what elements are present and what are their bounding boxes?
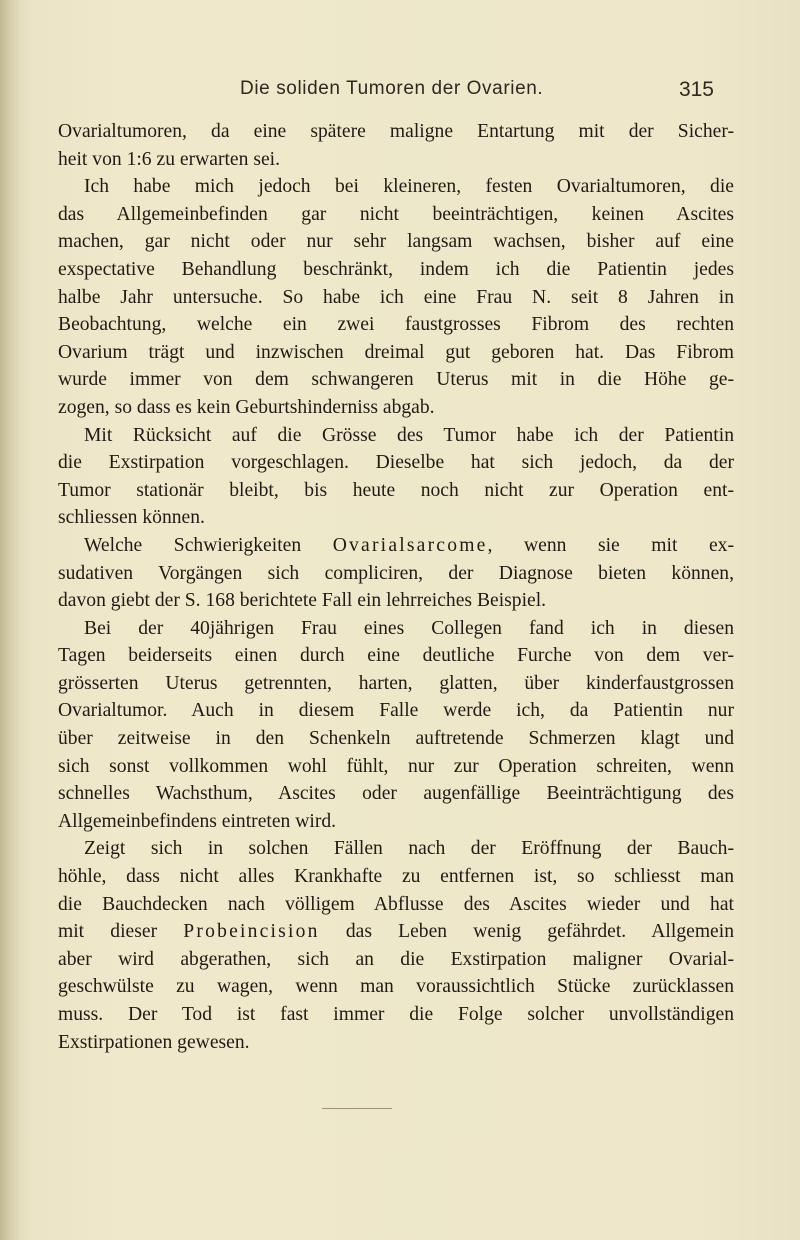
text-line: halbe Jahr untersuche. So habe ich eine Frau N. seit 8 Jahren in — [58, 286, 734, 308]
text-segment: das Leben wenig gefährdet. Allgemein — [345, 921, 734, 943]
section-rule — [322, 1108, 392, 1109]
emphasized-term: Probeincision — [183, 921, 320, 943]
text-line: Tagen beiderseits einen durch eine deutliche Furche von dem ver- — [58, 645, 734, 667]
text-line: grösserten Uterus getrennten, harten, glatten, über kinderfaustgrossen — [58, 672, 734, 694]
text-line: heit von 1:6 zu erwarten sei. — [58, 148, 280, 170]
text-line: davon giebt der S. 168 berichtete Fall ein lehrreiches Beispiel. — [58, 590, 547, 612]
text-line: aber wird abgerathen, sich an die Exstirpation maligner Ovarial- — [58, 948, 734, 970]
page-gutter — [0, 0, 22, 1240]
text-line: Ovarium trägt und inzwischen dreimal gut geboren hat. Das Fibrom — [58, 341, 734, 363]
text-line: Allgemeinbefindens eintreten wird. — [58, 810, 337, 832]
text-line: Bei der 40jährigen Frau eines Collegen fand ich in diesen — [84, 617, 734, 639]
text-line: zogen, so dass es kein Geburtshinderniss abgab. — [58, 396, 435, 418]
text-line-composite — [58, 918, 734, 946]
text-line: Tumor stationär bleibt, bis heute noch nicht zur Operation ent- — [58, 479, 734, 501]
text-segment: mit dieser — [58, 921, 158, 943]
text-line: exspectative Behandlung beschränkt, indem ich die Patientin jedes — [58, 258, 734, 280]
page-header — [60, 78, 740, 108]
text-line: geschwülste zu wagen, wenn man voraussichtlich Stücke zurücklassen — [58, 976, 734, 998]
page-body — [58, 118, 734, 1056]
text-line: muss. Der Tod ist fast immer die Folge solcher unvollständigen — [58, 1004, 734, 1025]
text-line: Ovarialtumoren, da eine spätere maligne Entartung mit der Sicher- — [58, 121, 734, 142]
emphasized-term: Ovarialsarcome — [332, 534, 488, 556]
text-line: Mit Rücksicht auf die Grösse des Tumor habe ich der Patientin — [84, 424, 734, 446]
page-number: 315 — [678, 78, 714, 101]
text-segment: , wenn sie mit ex- — [487, 534, 734, 556]
text-line: machen, gar nicht oder nur sehr langsam wachsen, bisher auf eine — [58, 231, 734, 253]
running-title: Die soliden Tumoren der Ovarien. — [240, 78, 544, 99]
text-line: sich sonst vollkommen wohl fühlt, nur zur Operation schreiten, wenn — [58, 755, 734, 777]
text-line: das Allgemeinbefinden gar nicht beeinträchtigen, keinen Ascites — [58, 203, 734, 225]
text-line: schnelles Wachsthum, Ascites oder augenfällige Beeinträchtigung des — [58, 783, 734, 805]
text-line: über zeitweise in den Schenkeln auftretende Schmerzen klagt und — [58, 728, 734, 750]
text-line: sudativen Vorgängen sich compliciren, der Diagnose bieten können, — [58, 562, 734, 584]
text-line: die Exstirpation vorgeschlagen. Dieselbe hat sich jedoch, da der — [58, 452, 734, 474]
text-line: Ovarialtumor. Auch in diesem Falle werde ich, da Patientin nur — [58, 700, 734, 722]
text-line: Zeigt sich in solchen Fällen nach der Eröffnung der Bauch- — [84, 838, 734, 860]
text-segment: Welche Schwierigkeiten — [84, 534, 302, 556]
text-line: die Bauchdecken nach völligem Abflusse des Ascites wieder und hat — [58, 893, 734, 915]
text-line: wurde immer von dem schwangeren Uterus mit in die Höhe ge- — [58, 369, 734, 391]
text-line: Exstirpationen gewesen. — [58, 1031, 250, 1053]
text-line: Ich habe mich jedoch bei kleineren, festen Ovarialtumoren, die — [84, 176, 734, 198]
text-line: schliessen können. — [58, 507, 205, 529]
text-line: Beobachtung, welche ein zwei faustgrosses Fibrom des rechten — [58, 314, 734, 336]
text-line: höhle, dass nicht alles Krankhafte zu entfernen ist, so schliesst man — [58, 866, 734, 888]
text-line-composite — [58, 532, 734, 560]
